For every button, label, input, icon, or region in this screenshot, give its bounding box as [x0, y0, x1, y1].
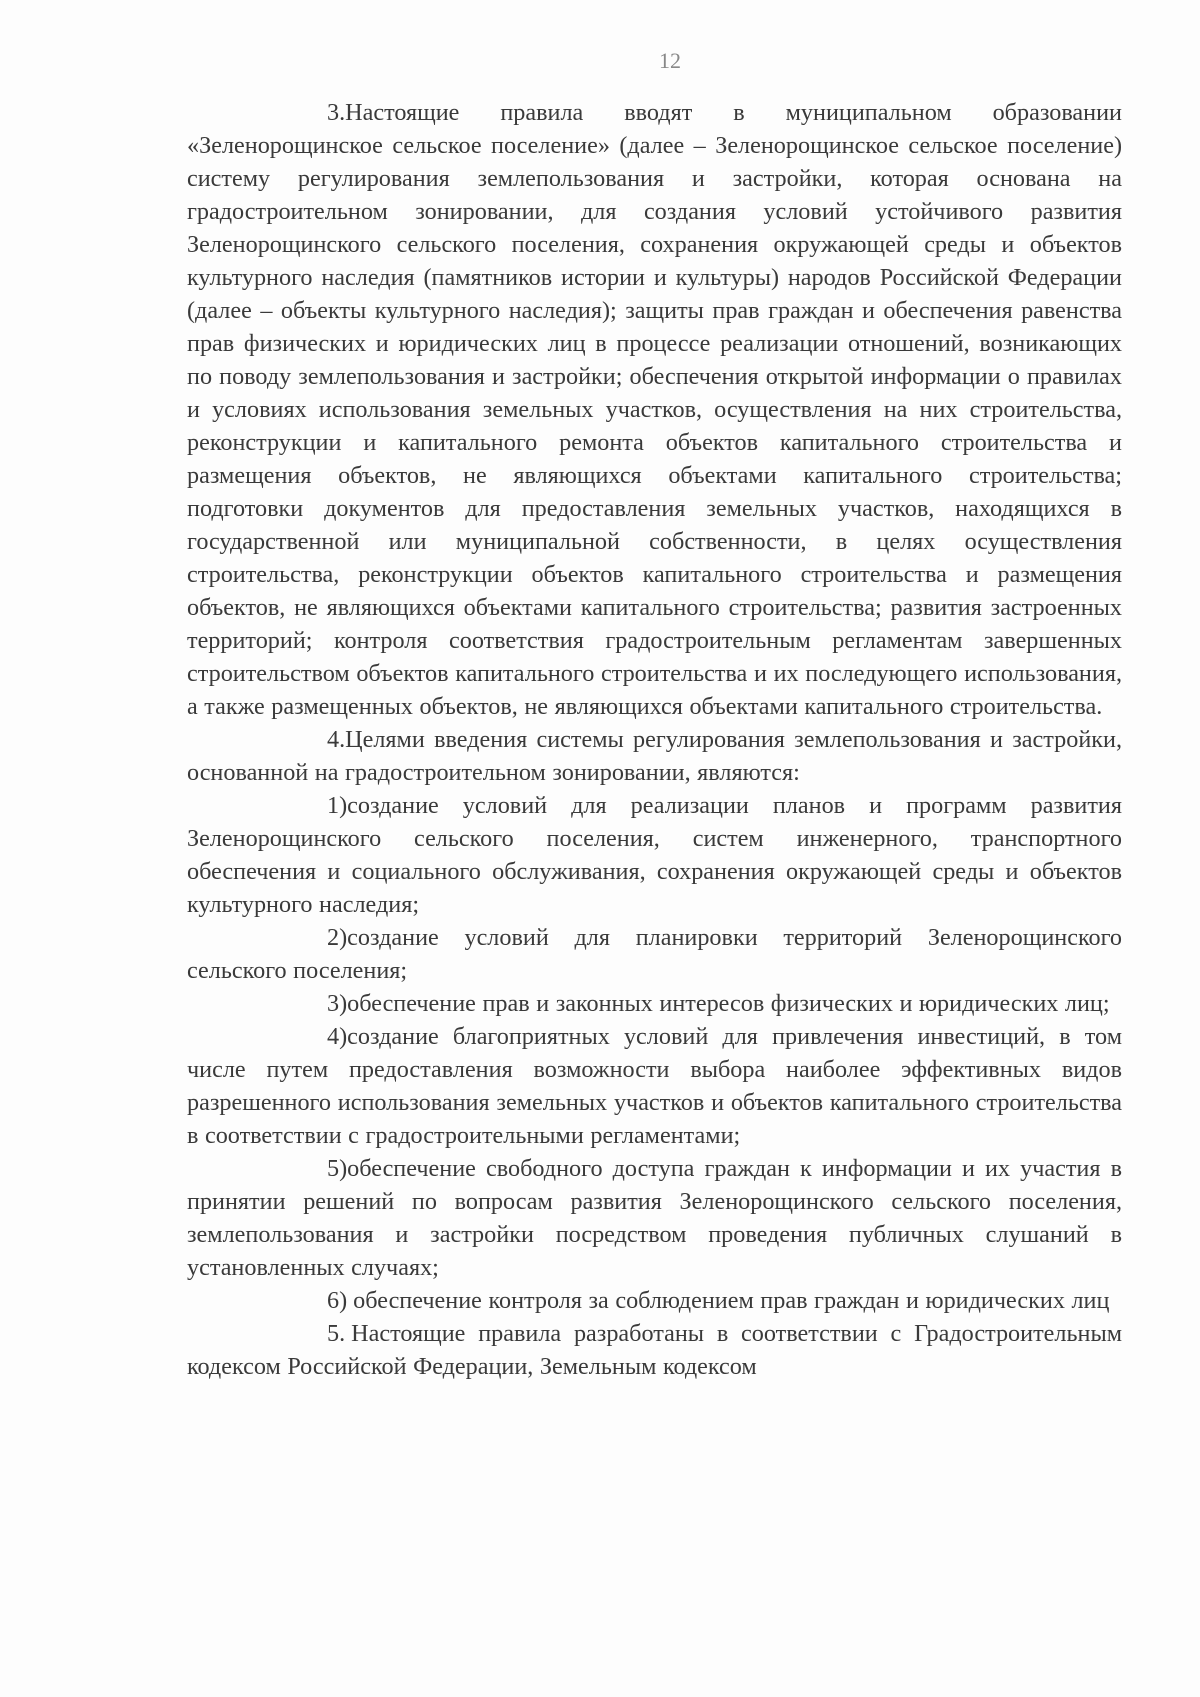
list-item-text: создание благоприятных условий для привлечения инвестиций, в том числе путем предоставления возможности выбора наиболее эффективных видов разрешенного использования земельных участков и объектов капитального строительства в соответствии с градостроительными регламентами; — [187, 1023, 1122, 1149]
paragraph-text: Целями введения системы регулирования землепользования и застройки, основанной на градостроительном зонировании, являются: — [187, 726, 1122, 786]
list-item-number: 2) — [327, 924, 348, 951]
list-item-number: 3) — [327, 990, 348, 1017]
paragraph-3 — [187, 96, 1122, 723]
paragraph-number: 5. — [327, 1320, 346, 1347]
list-item-number: 5) — [327, 1155, 348, 1182]
list-item-5 — [187, 1152, 1122, 1284]
list-item-6 — [187, 1284, 1122, 1317]
page-number: 12 — [659, 48, 681, 73]
list-item-text: обеспечение контроля за соблюдением прав граждан и юридических лиц — [353, 1287, 1110, 1314]
paragraph-number: 3. — [327, 99, 346, 126]
list-item-number: 1) — [327, 792, 348, 819]
list-item-text: обеспечение свободного доступа граждан к информации и их участия в принятии решений по вопросам развития Зеленорощинского сельского поселения, землепользования и застройки посредством проведения публичных слушаний в установленных случаях; — [187, 1155, 1122, 1281]
paragraph-5 — [187, 1317, 1122, 1383]
list-item-number: 4) — [327, 1023, 348, 1050]
document-body — [187, 96, 1122, 1383]
list-item-3 — [187, 987, 1122, 1020]
paragraph-text: Настоящие правила разработаны в соответствии с Градостроительным кодексом Российской Федерации, Земельным кодексом — [187, 1320, 1122, 1380]
list-item-text: обеспечение прав и законных интересов физических и юридических лиц; — [347, 990, 1110, 1017]
list-item-text: создание условий для планировки территорий Зеленорощинского сельского поселения; — [187, 924, 1122, 984]
list-item-number: 6) — [327, 1287, 348, 1314]
list-item-2 — [187, 921, 1122, 987]
paragraph-number: 4. — [327, 726, 346, 753]
list-item-1 — [187, 789, 1122, 921]
paragraph-text: Настоящие правила вводят в муниципальном образовании «Зеленорощинское сельское поселение» (далее – Зеленорощинское сельское поселение) систему регулирования землепользования и застройки, которая основана на градостроительном зонировании, для создания условий устойчивого развития Зеленорощинского сельского поселения, сохранения окружающей среды и объектов культурного наследия (памятников истории и культуры) народов Российской Федерации (далее – объекты культурного наследия); защиты прав граждан и обеспечения равенства прав физических и юридических лиц в процессе реализации отношений, возникающих по поводу землепользования и застройки; обеспечения открытой информации о правилах и условиях использования земельных участков, осуществления на них строительства, реконструкции и капитального ремонта объектов капитального строительства и размещения объектов, не являющихся объектами капитального строительства; подготовки документов для предоставления земельных участков, находящихся в государственной или муниципальной собственности, в целях осуществления строительства, реконструкции объектов капитального строительства и размещения объектов, не являющихся объектами капитального строительства; развития застроенных территорий; контроля соответствия градостроительным регламентам завершенных строительством объектов капитального строительства и их последующего использования, а также размещенных объектов, не являющихся объектами капитального строительства. — [187, 99, 1122, 720]
list-item-4 — [187, 1020, 1122, 1152]
paragraph-4 — [187, 723, 1122, 789]
list-item-text: создание условий для реализации планов и программ развития Зеленорощинского сельского поселения, систем инженерного, транспортного обеспечения и социального обслуживания, сохранения окружающей среды и объектов культурного наследия; — [187, 792, 1122, 918]
